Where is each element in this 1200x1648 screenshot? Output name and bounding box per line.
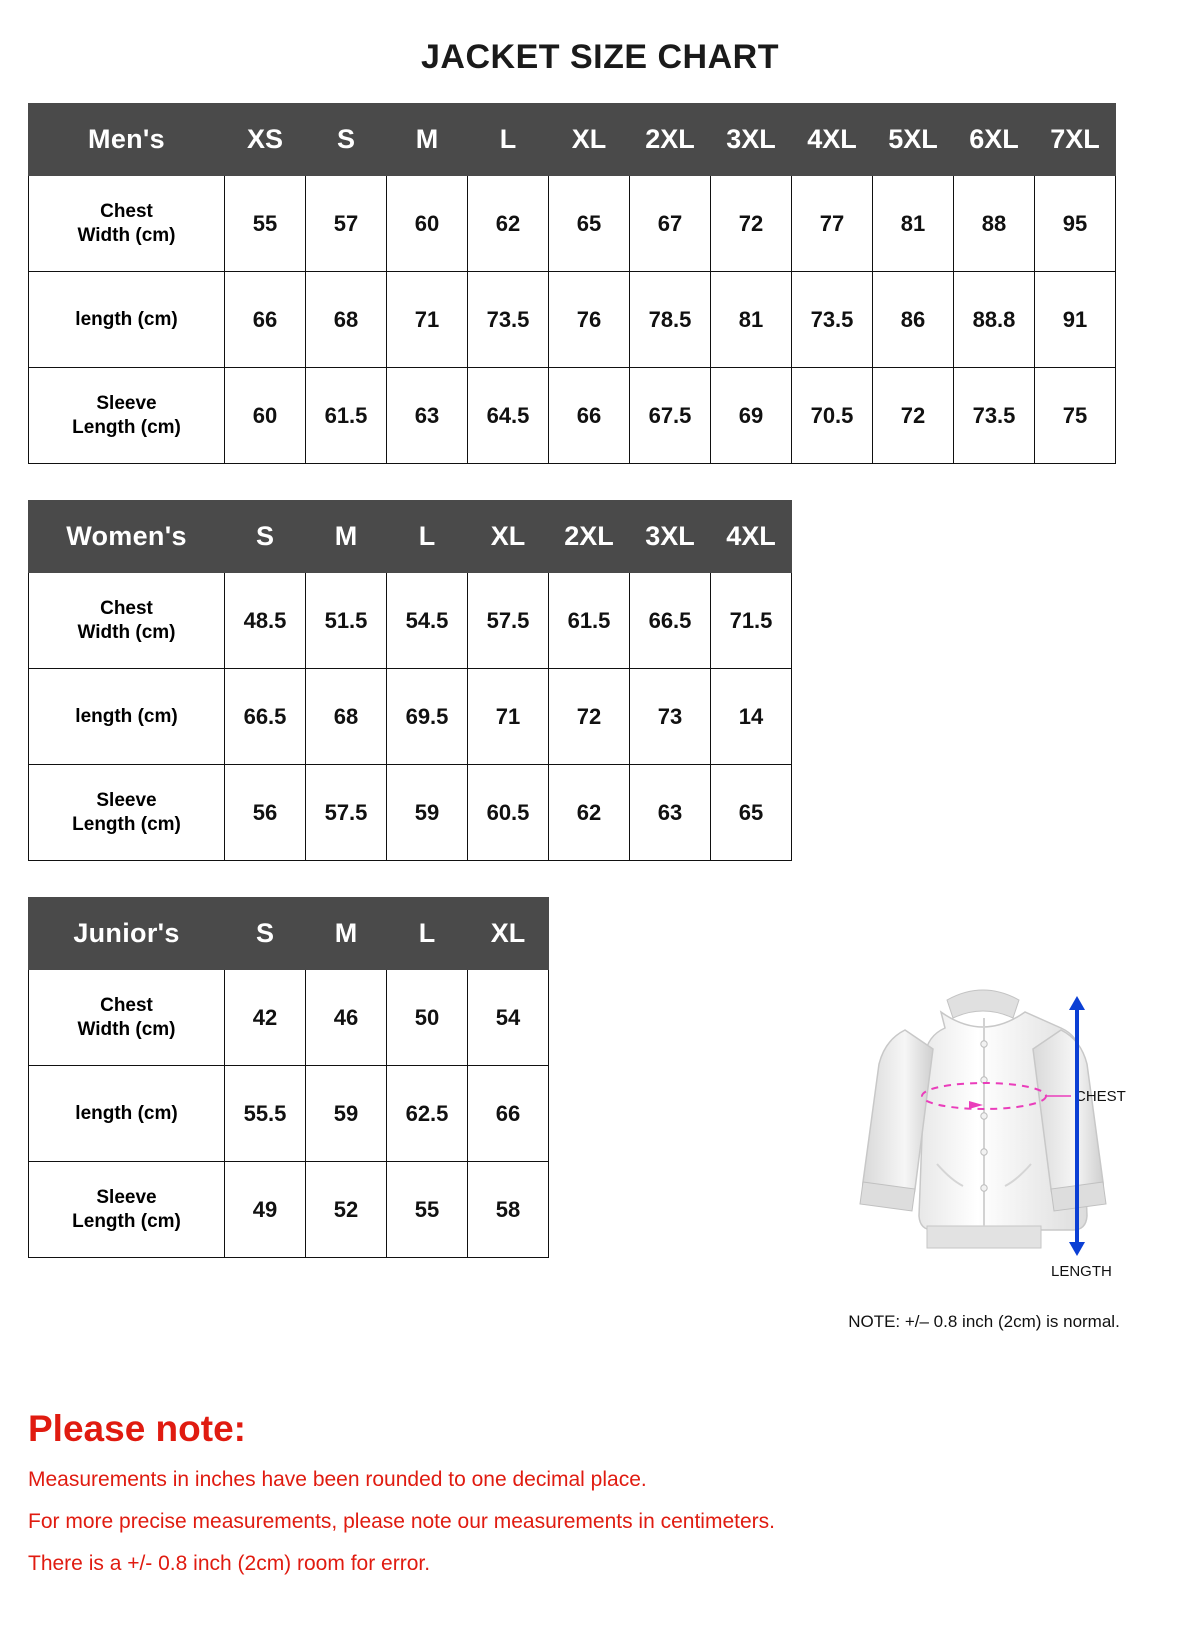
cell: 81: [711, 272, 792, 368]
mens-size-table: [28, 103, 1116, 464]
cell: 14: [711, 669, 792, 765]
size-header-xl: XL: [549, 104, 630, 176]
collar-shape: [947, 990, 1019, 1018]
cell: 60: [225, 368, 306, 464]
cell: 58: [468, 1162, 549, 1258]
cell: 46: [306, 970, 387, 1066]
size-header-xl: XL: [468, 501, 549, 573]
size-header-2xl: 2XL: [630, 104, 711, 176]
cell: 67: [630, 176, 711, 272]
button: [981, 1041, 987, 1047]
jacket-hem: [927, 1226, 1041, 1248]
cell: 50: [387, 970, 468, 1066]
cell: 91: [1035, 272, 1116, 368]
table-header-row: [29, 501, 792, 573]
row-label-length: [29, 1066, 225, 1162]
cell: 57.5: [306, 765, 387, 861]
table-row: [29, 368, 1116, 464]
please-note-line-2: For more precise measurements, please note our measurements in centimeters.: [28, 1510, 775, 1533]
cell: 51.5: [306, 573, 387, 669]
row-label-line1: length (cm): [75, 1102, 178, 1124]
cell: 66: [549, 368, 630, 464]
size-header-m: M: [306, 898, 387, 970]
please-note-heading: Please note:: [28, 1408, 246, 1449]
cell: 68: [306, 669, 387, 765]
cell: 63: [387, 368, 468, 464]
size-header-3xl: 3XL: [711, 104, 792, 176]
juniors-category-header: Junior's: [29, 898, 225, 970]
row-label-chest-width: [29, 176, 225, 272]
cell: 77: [792, 176, 873, 272]
cell: 61.5: [549, 573, 630, 669]
row-label-chest-width: [29, 573, 225, 669]
cell: 72: [711, 176, 792, 272]
size-header-s: S: [225, 898, 306, 970]
cell: 57.5: [468, 573, 549, 669]
cell: 64.5: [468, 368, 549, 464]
cell: 73.5: [468, 272, 549, 368]
button: [981, 1113, 987, 1119]
cell: 66.5: [630, 573, 711, 669]
table-row: [29, 1066, 549, 1162]
cell: 69.5: [387, 669, 468, 765]
cell: 55: [387, 1162, 468, 1258]
cell: 49: [225, 1162, 306, 1258]
cell: 57: [306, 176, 387, 272]
cell: 67.5: [630, 368, 711, 464]
row-label-line1: Sleeve: [96, 392, 157, 414]
size-header-2xl: 2XL: [549, 501, 630, 573]
length-arrow-up: [1069, 996, 1085, 1010]
page-title: JACKET SIZE CHART: [421, 38, 779, 76]
table-row: [29, 970, 549, 1066]
row-label-line2: Width (cm): [77, 621, 176, 643]
cell: 73.5: [954, 368, 1035, 464]
row-label-line2: Length (cm): [72, 416, 181, 438]
cell: 71: [468, 669, 549, 765]
size-header-l: L: [387, 501, 468, 573]
button: [981, 1185, 987, 1191]
cell: 66: [225, 272, 306, 368]
size-header-6xl: 6XL: [954, 104, 1035, 176]
row-label-line2: Width (cm): [77, 1018, 176, 1040]
cell: 62: [468, 176, 549, 272]
size-header-7xl: 7XL: [1035, 104, 1116, 176]
cell: 72: [873, 368, 954, 464]
cell: 54.5: [387, 573, 468, 669]
row-label-line1: length (cm): [75, 705, 178, 727]
table-header-row: [29, 898, 549, 970]
row-label-line1: Sleeve: [96, 1186, 157, 1208]
cell: 62.5: [387, 1066, 468, 1162]
cell: 54: [468, 970, 549, 1066]
cell: 95: [1035, 176, 1116, 272]
row-label-line1: Sleeve: [96, 789, 157, 811]
mens-category-header: Men's: [29, 104, 225, 176]
size-header-3xl: 3XL: [630, 501, 711, 573]
womens-size-table: [28, 500, 792, 861]
cell: 59: [306, 1066, 387, 1162]
please-note-section: [28, 1408, 1028, 1594]
size-header-5xl: 5XL: [873, 104, 954, 176]
length-label: LENGTH: [1051, 1263, 1112, 1280]
cell: 65: [549, 176, 630, 272]
size-header-m: M: [306, 501, 387, 573]
cell: 88: [954, 176, 1035, 272]
womens-category-header: Women's: [29, 501, 225, 573]
length-arrow-down: [1069, 1242, 1085, 1256]
size-header-s: S: [306, 104, 387, 176]
row-label-length: [29, 272, 225, 368]
cell: 72: [549, 669, 630, 765]
table-row: [29, 272, 1116, 368]
cell: 73.5: [792, 272, 873, 368]
cell: 70.5: [792, 368, 873, 464]
row-label-length: [29, 669, 225, 765]
cell: 56: [225, 765, 306, 861]
measurement-diagram: [804, 968, 1164, 1332]
please-note-line-1: Measurements in inches have been rounded to one decimal place.: [28, 1468, 647, 1491]
cell: 63: [630, 765, 711, 861]
cell: 61.5: [306, 368, 387, 464]
button: [981, 1149, 987, 1155]
row-label-line1: Chest: [100, 200, 153, 222]
size-header-s: S: [225, 501, 306, 573]
cell: 62: [549, 765, 630, 861]
table-header-row: [29, 104, 1116, 176]
table-row: [29, 669, 792, 765]
cell: 55.5: [225, 1066, 306, 1162]
size-header-xs: XS: [225, 104, 306, 176]
row-label-line2: Length (cm): [72, 813, 181, 835]
size-header-4xl: 4XL: [711, 501, 792, 573]
row-label-sleeve-length: [29, 1162, 225, 1258]
size-header-xl: XL: [468, 898, 549, 970]
cell: 55: [225, 176, 306, 272]
cell: 66.5: [225, 669, 306, 765]
cell: 68: [306, 272, 387, 368]
cell: 52: [306, 1162, 387, 1258]
cell: 69: [711, 368, 792, 464]
cell: 78.5: [630, 272, 711, 368]
jacket-svg: [819, 968, 1149, 1298]
table-row: [29, 1162, 549, 1258]
row-label-chest-width: [29, 970, 225, 1066]
size-chart-page: [0, 38, 1200, 1648]
size-header-4xl: 4XL: [792, 104, 873, 176]
cell: 48.5: [225, 573, 306, 669]
cell: 59: [387, 765, 468, 861]
table-row: [29, 176, 1116, 272]
cell: 86: [873, 272, 954, 368]
size-header-l: L: [468, 104, 549, 176]
cell: 88.8: [954, 272, 1035, 368]
cell: 42: [225, 970, 306, 1066]
row-label-line1: Chest: [100, 994, 153, 1016]
cell: 65: [711, 765, 792, 861]
tolerance-note: NOTE: +/– 0.8 inch (2cm) is normal.: [848, 1312, 1120, 1331]
cell: 76: [549, 272, 630, 368]
row-label-line2: Length (cm): [72, 1210, 181, 1232]
chest-label: CHEST: [1075, 1088, 1126, 1105]
size-header-m: M: [387, 104, 468, 176]
cell: 60: [387, 176, 468, 272]
cell: 66: [468, 1066, 549, 1162]
table-row: [29, 573, 792, 669]
cell: 75: [1035, 368, 1116, 464]
table-row: [29, 765, 792, 861]
cell: 60.5: [468, 765, 549, 861]
cell: 71: [387, 272, 468, 368]
cell: 73: [630, 669, 711, 765]
juniors-size-table: [28, 897, 549, 1258]
row-label-line1: length (cm): [75, 308, 178, 330]
size-header-l: L: [387, 898, 468, 970]
cell: 81: [873, 176, 954, 272]
row-label-line2: Width (cm): [77, 224, 176, 246]
row-label-sleeve-length: [29, 765, 225, 861]
please-note-line-3: There is a +/- 0.8 inch (2cm) room for error.: [28, 1552, 431, 1575]
cell: 71.5: [711, 573, 792, 669]
row-label-line1: Chest: [100, 597, 153, 619]
row-label-sleeve-length: [29, 368, 225, 464]
jacket-illustration: [819, 968, 1149, 1298]
